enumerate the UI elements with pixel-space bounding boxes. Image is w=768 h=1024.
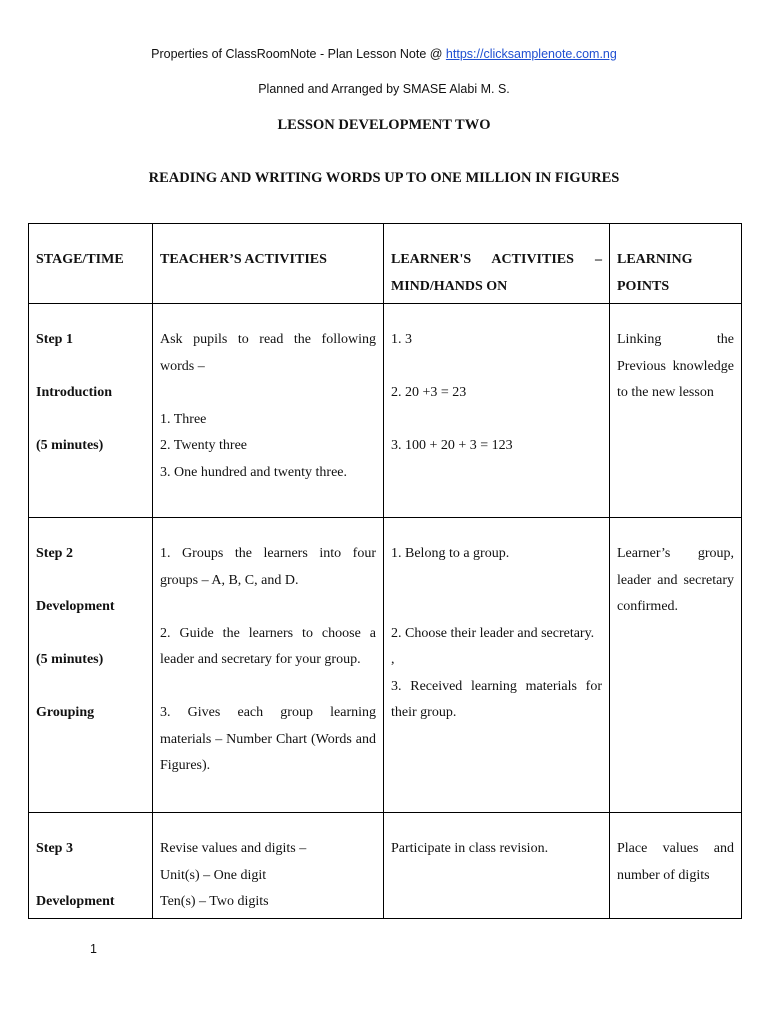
step3-label: Step 3	[36, 841, 73, 856]
step3-teacher-cell	[153, 813, 384, 919]
step1-label: Step 1	[36, 332, 73, 347]
step2-teacher-item: 3. Gives each group learning materials – Number Chart (Words and Figures).	[160, 705, 376, 773]
step2-learner-item: 3. Received learning materials for their group.	[391, 678, 602, 720]
step1-teacher-item: 2. Twenty three	[160, 438, 248, 453]
step1-name: Introduction	[36, 385, 112, 400]
step2-points: Learner’s group, leader and secretary confirmed.	[617, 546, 734, 614]
step2-label: Step 2	[36, 546, 73, 561]
step1-learner-cell	[384, 304, 610, 518]
step1-learner-item: 1. 3	[391, 332, 412, 347]
header-stage-cell	[29, 224, 153, 304]
step3-learner-cell	[384, 813, 610, 919]
step2-teacher-cell	[153, 518, 384, 813]
step2-learner-comma: ,	[391, 652, 395, 667]
site-link[interactable]: https://clicksamplenote.com.ng	[445, 47, 617, 61]
step1-teacher-item: 3. One hundred and twenty three.	[160, 464, 347, 480]
header-stage: STAGE/TIME	[36, 252, 124, 267]
step2-name: Development	[36, 599, 115, 614]
header-learner-line-1: LEARNER'S ACTIVITIES –	[391, 252, 602, 267]
step3-teacher-item: Revise values and digits –	[160, 841, 307, 856]
step1-teacher-intro: Ask pupils to read the following words –	[160, 332, 376, 374]
table-row	[29, 304, 742, 518]
table-header-row	[29, 224, 742, 304]
step3-stage-cell	[29, 813, 153, 919]
step3-points-cell	[610, 813, 742, 919]
lesson-subtitle: READING AND WRITING WORDS UP TO ONE MILLION IN FIGURES	[148, 170, 620, 186]
step2-teacher-item: 1. Groups the learners into four groups – A, B, C, and D.	[160, 546, 376, 588]
step3-teacher-item: Ten(s) – Two digits	[160, 894, 269, 909]
lesson-table	[28, 223, 742, 919]
step1-points: Linking the Previous knowledge to the new lesson	[617, 332, 734, 400]
step3-learner: Participate in class revision.	[391, 841, 549, 856]
step1-points-cell	[610, 304, 742, 518]
step2-points-cell	[610, 518, 742, 813]
document-header-line-2: Planned and Arranged by SMASE Alabi M. S.	[258, 82, 510, 96]
step1-stage-cell	[29, 304, 153, 518]
step2-stage-cell	[29, 518, 153, 813]
lesson-title: LESSON DEVELOPMENT TWO	[277, 117, 491, 133]
document-header-line-1	[0, 47, 768, 61]
step1-learner-item: 2. 20 +3 = 23	[391, 385, 467, 400]
header-learner-cell	[384, 224, 610, 304]
header-points-cell	[610, 224, 742, 304]
step2-learner-cell	[384, 518, 610, 813]
header-properties-text: Properties of ClassRoomNote - Plan Lesson Note @	[151, 47, 446, 61]
table-row	[29, 813, 742, 919]
step1-learner-item: 3. 100 + 20 + 3 = 123	[391, 438, 513, 453]
step3-teacher-item: Unit(s) – One digit	[160, 867, 267, 883]
step2-learner-item: 1. Belong to a group.	[391, 546, 510, 561]
step2-learner-item: 2. Choose their leader and secretary.	[391, 625, 595, 641]
step3-points: Place values and number of digits	[617, 841, 734, 883]
header-teacher: TEACHER’S ACTIVITIES	[160, 252, 327, 267]
step2-teacher-item: 2. Guide the learners to choose a leader and secretary for your group.	[160, 625, 376, 667]
header-points-line-1: LEARNING	[617, 252, 693, 267]
step1-teacher-cell	[153, 304, 384, 518]
step1-time: (5 minutes)	[36, 438, 104, 453]
step1-teacher-item: 1. Three	[160, 411, 207, 427]
page-number: 1	[90, 942, 97, 956]
header-teacher-cell	[153, 224, 384, 304]
step3-name: Development	[36, 894, 115, 909]
step2-subname: Grouping	[36, 705, 95, 720]
table-row	[29, 518, 742, 813]
header-points-line-2: POINTS	[617, 278, 670, 294]
header-learner-line-2: MIND/HANDS ON	[391, 278, 508, 294]
step2-time: (5 minutes)	[36, 652, 104, 667]
